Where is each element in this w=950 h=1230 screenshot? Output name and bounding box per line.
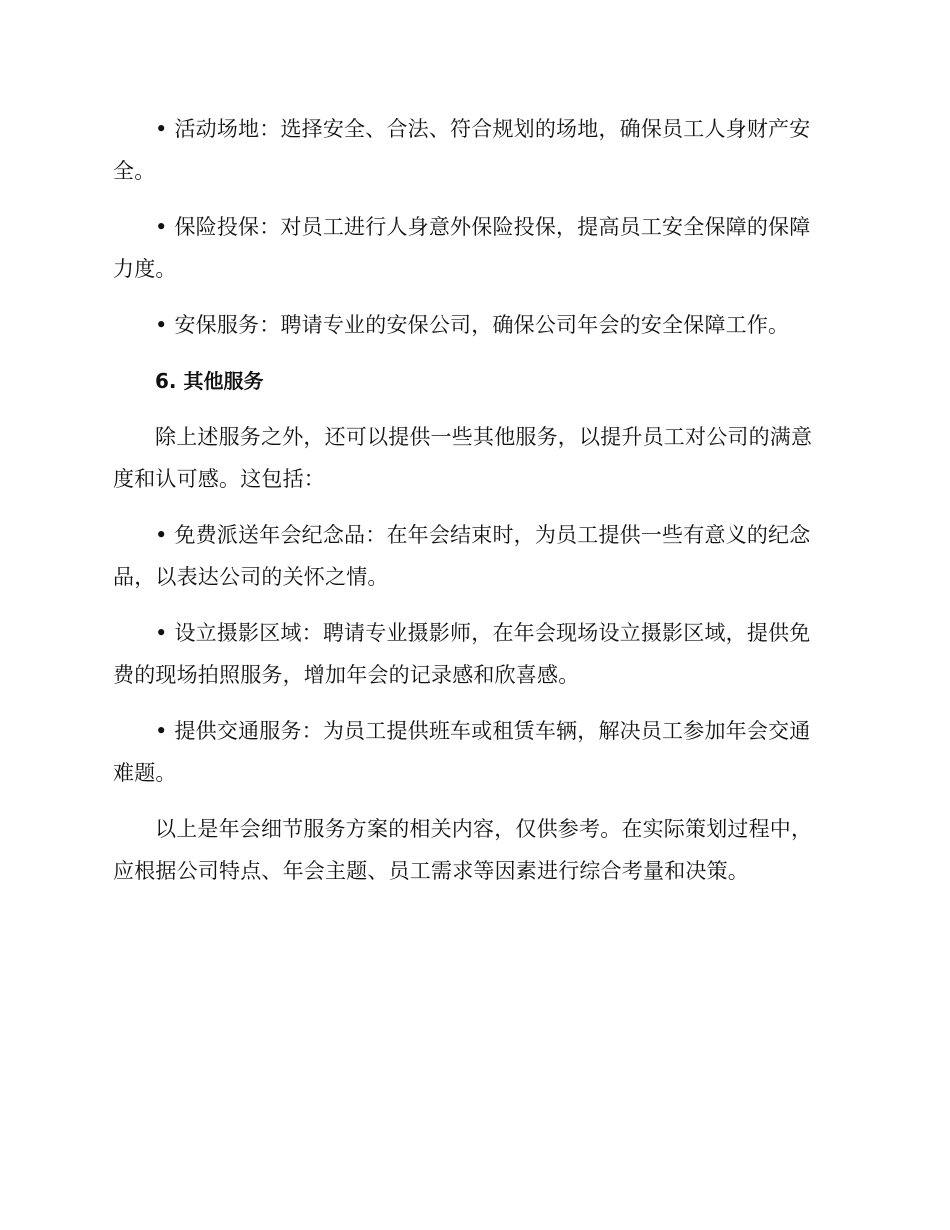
- section-heading-other-services: 6. 其他服务: [155, 369, 264, 393]
- bullet-security-service: • 安保服务：聘请专业的安保公司，确保公司年会的安全保障工作。: [155, 313, 790, 337]
- bullet-photo-area: • 设立摄影区域：聘请专业摄影师，在年会现场设立摄影区域，提供免费的现场拍照服务，增加年会的记录感和欣喜感。: [113, 621, 811, 687]
- bullet-transport: • 提供交通服务：为员工提供班车或租赁车辆，解决员工参加年会交通难题。: [113, 719, 811, 785]
- bullet-insurance: • 保险投保：对员工进行人身意外保险投保，提高员工安全保障的保障力度。: [113, 215, 811, 281]
- intro-paragraph: 除上述服务之外，还可以提供一些其他服务，以提升员工对公司的满意度和认可感。这包括：: [113, 425, 813, 491]
- document-body: [113, 108, 831, 906]
- closing-paragraph: 以上是年会细节服务方案的相关内容，仅供参考。在实际策划过程中，应根据公司特点、年会主题、员工需求等因素进行综合考量和决策。: [113, 817, 813, 883]
- bullet-souvenirs: • 免费派送年会纪念品：在年会结束时，为员工提供一些有意义的纪念品，以表达公司的关怀之情。: [113, 523, 811, 589]
- bullet-venue: • 活动场地：选择安全、合法、符合规划的场地，确保员工人身财产安全。: [113, 117, 811, 183]
